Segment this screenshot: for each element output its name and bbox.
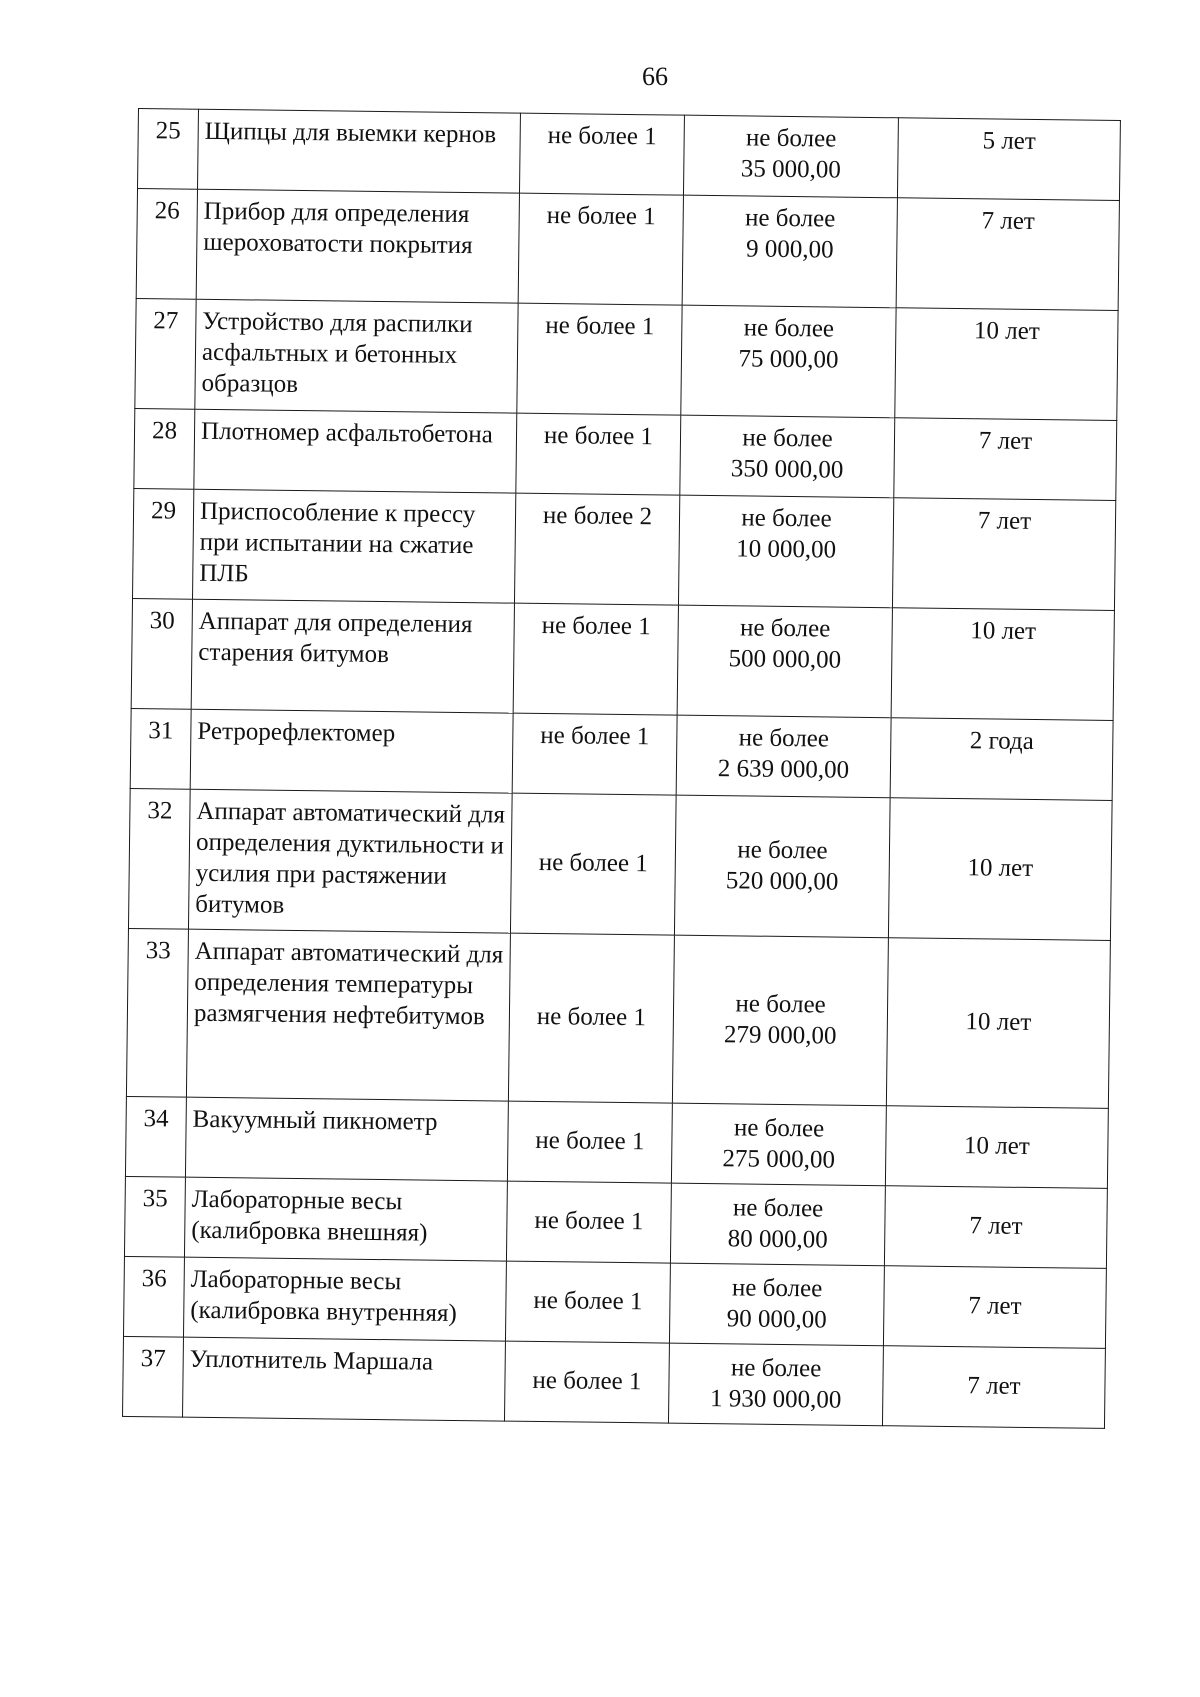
- row-number: 25: [138, 109, 199, 190]
- equipment-name: Устройство для распилки асфальтных и бетонных образцов: [195, 299, 518, 413]
- table-row: [130, 708, 1113, 800]
- max-price: [676, 715, 891, 798]
- table-row: [128, 788, 1112, 940]
- price-label: не более: [735, 989, 826, 1018]
- table-row: [138, 109, 1121, 201]
- max-price: [669, 1263, 884, 1346]
- quantity: не более 1: [504, 1341, 669, 1423]
- price-label: не более: [741, 504, 832, 533]
- row-number: 28: [134, 408, 195, 489]
- row-number: 35: [124, 1176, 185, 1257]
- quantity: не более 1: [519, 113, 684, 195]
- max-price: [680, 415, 895, 498]
- price-label: не более: [738, 724, 830, 753]
- price-value: 2 639 000,00: [717, 755, 850, 784]
- quantity: не более 1: [507, 1101, 672, 1183]
- equipment-name: Лабораторные весы (калибровка внутренняя): [183, 1257, 506, 1341]
- quantity: не более 1: [506, 1181, 671, 1263]
- price-value: 35 000,00: [740, 155, 841, 184]
- max-price: [683, 115, 898, 198]
- service-life: 7 лет: [896, 198, 1119, 311]
- max-price: [671, 1103, 886, 1186]
- max-price: [674, 795, 890, 938]
- service-life: 5 лет: [897, 118, 1120, 201]
- price-value: 90 000,00: [726, 1304, 827, 1334]
- row-number: 32: [128, 788, 190, 929]
- service-life: 10 лет: [888, 798, 1112, 941]
- row-number: 37: [123, 1336, 184, 1417]
- price-label: не более: [744, 204, 836, 233]
- service-life: 10 лет: [886, 938, 1110, 1109]
- price-label: не более: [737, 835, 828, 864]
- max-price: [670, 1183, 885, 1266]
- price-label: не более: [733, 1113, 825, 1142]
- equipment-name: Аппарат автоматический для определения дуктильности и усилия при растяжении битумов: [188, 789, 512, 933]
- table-row: [123, 1336, 1106, 1428]
- table-row: [136, 189, 1119, 311]
- table-row: [125, 1096, 1108, 1188]
- price-value: 500 000,00: [728, 645, 842, 674]
- row-number: 34: [125, 1096, 186, 1177]
- equipment-name: Плотномер асфальтобетона: [194, 409, 517, 493]
- table-row: [135, 298, 1118, 420]
- service-life: 7 лет: [894, 418, 1117, 501]
- price-value: 9 000,00: [745, 235, 834, 264]
- price-label: не более: [731, 1273, 823, 1302]
- max-price: [681, 305, 896, 418]
- page-number: 66: [642, 62, 668, 91]
- quantity: не более 1: [518, 193, 683, 305]
- row-number: 36: [123, 1256, 184, 1337]
- max-price: [678, 495, 893, 608]
- quantity: не более 1: [510, 793, 676, 935]
- price-label: не более: [739, 614, 831, 643]
- max-price: [677, 605, 892, 718]
- equipment-name: Вакуумный пикнометр: [185, 1097, 508, 1181]
- table-row: [124, 1176, 1107, 1268]
- quantity: не более 2: [514, 493, 679, 605]
- service-life: 7 лет: [882, 1346, 1105, 1429]
- service-life: 10 лет: [885, 1106, 1108, 1189]
- table-row: [126, 928, 1110, 1108]
- price-value: 80 000,00: [727, 1224, 828, 1254]
- table-row: [131, 598, 1114, 720]
- service-life: 10 лет: [891, 608, 1114, 721]
- price-value: 10 000,00: [735, 535, 837, 564]
- equipment-name: Лабораторные весы (калибровка внешняя): [184, 1177, 507, 1261]
- equipment-name: Щипцы для выемки кернов: [198, 109, 521, 193]
- price-label: не более: [730, 1353, 822, 1382]
- quantity: не более 1: [517, 303, 682, 415]
- max-price: [682, 195, 897, 308]
- quantity: не более 1: [512, 713, 677, 795]
- table-row: [133, 488, 1116, 610]
- row-number: 26: [136, 189, 197, 300]
- price-value: 350 000,00: [730, 455, 844, 484]
- equipment-name: Приспособление к прессу при испытании на сжатие ПЛБ: [193, 489, 516, 603]
- price-label: не более: [745, 124, 837, 153]
- equipment-name: Аппарат для определения старения битумов: [191, 599, 514, 713]
- price-value: 275 000,00: [722, 1144, 836, 1174]
- quantity: не более 1: [513, 603, 678, 715]
- row-number: 30: [131, 598, 192, 709]
- service-life: 7 лет: [884, 1186, 1107, 1269]
- table-body: [123, 109, 1121, 1429]
- price-label: не более: [732, 1193, 824, 1222]
- max-price: [668, 1343, 883, 1426]
- table-row: [123, 1256, 1106, 1348]
- service-life: 7 лет: [883, 1266, 1106, 1349]
- price-label: не более: [742, 424, 833, 453]
- equipment-name: Аппарат автоматический для определения температуры размягчения нефтебитумов: [186, 929, 510, 1101]
- price-value: 520 000,00: [725, 866, 839, 896]
- equipment-name: Прибор для определения шероховатости покрытия: [196, 189, 519, 303]
- equipment-table: [122, 108, 1121, 1429]
- price-value: 75 000,00: [738, 345, 839, 374]
- service-life: 10 лет: [895, 308, 1118, 421]
- max-price: [672, 935, 888, 1106]
- quantity: не более 1: [516, 413, 681, 495]
- price-value: 1 930 000,00: [709, 1384, 842, 1414]
- row-number: 31: [130, 708, 191, 789]
- service-life: 2 года: [890, 718, 1113, 801]
- price-value: 279 000,00: [723, 1020, 837, 1050]
- equipment-name: Уплотнитель Маршала: [183, 1337, 506, 1421]
- table-row: [134, 408, 1117, 500]
- row-number: 27: [135, 298, 196, 409]
- service-life: 7 лет: [892, 498, 1115, 611]
- equipment-name: Ретрорефлектомер: [190, 709, 513, 793]
- quantity: не более 1: [508, 933, 674, 1103]
- quantity: не более 1: [505, 1261, 670, 1343]
- row-number: 33: [126, 928, 188, 1097]
- price-label: не более: [743, 314, 835, 343]
- row-number: 29: [133, 488, 194, 599]
